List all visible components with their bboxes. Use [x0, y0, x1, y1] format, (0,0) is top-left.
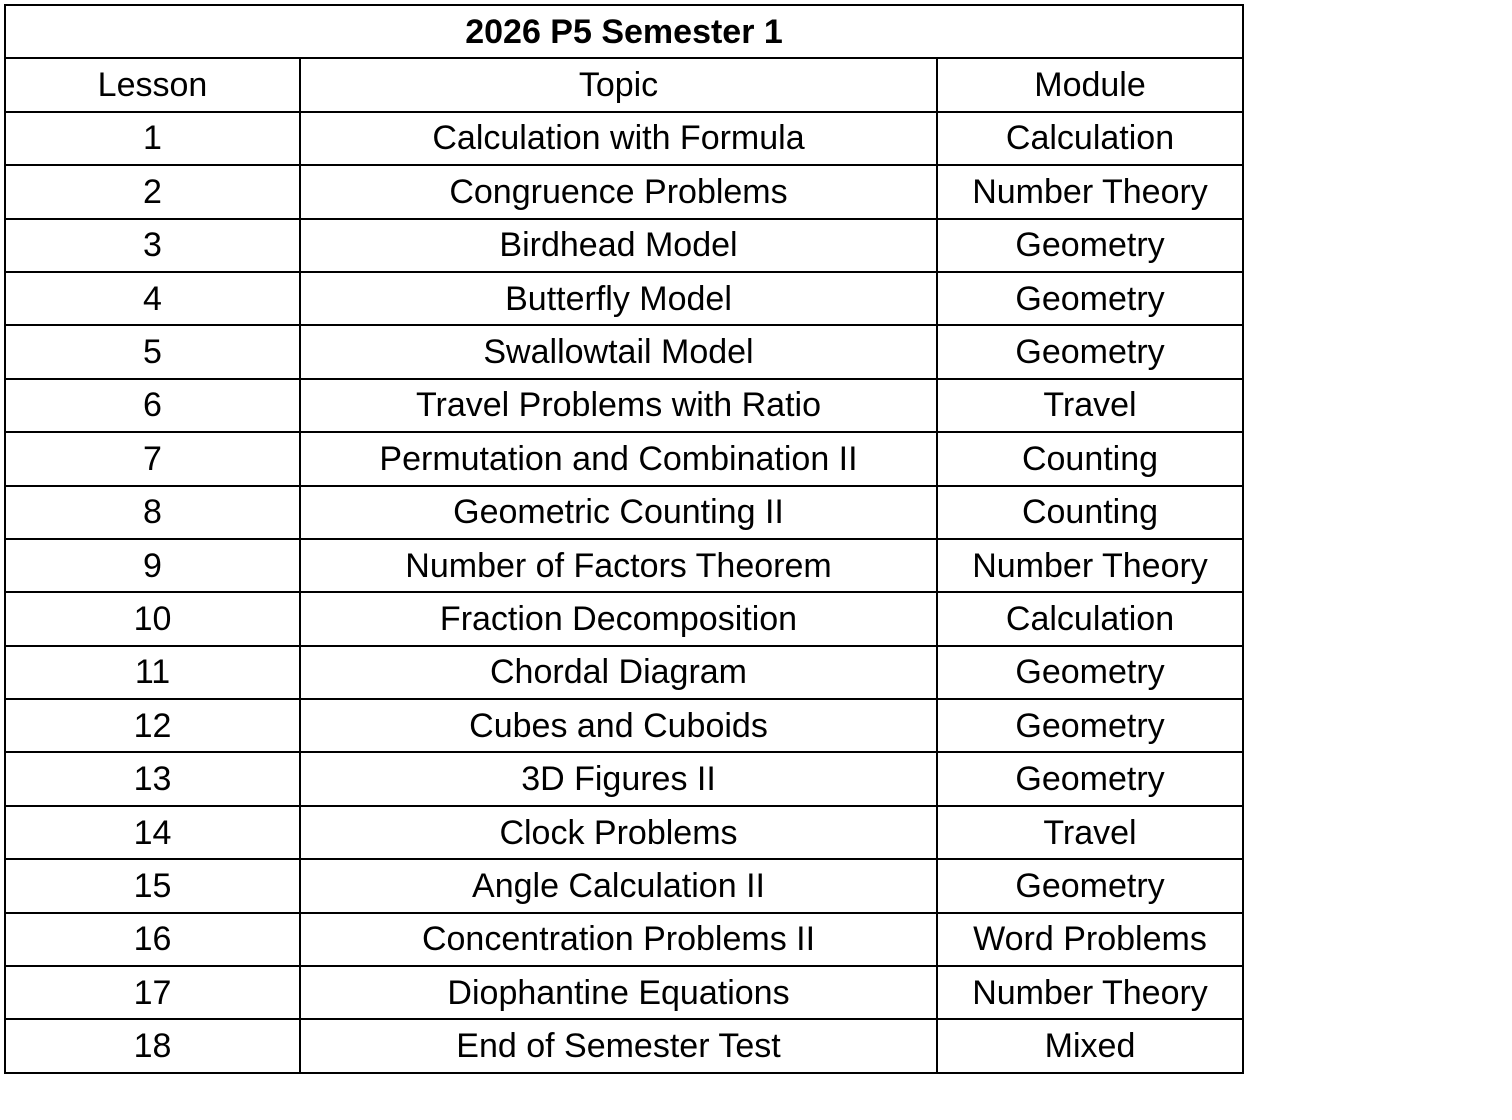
table-row [5, 913, 1243, 966]
module-cell: Geometry [937, 699, 1243, 752]
lesson-cell: 10 [5, 592, 300, 645]
table-row [5, 432, 1243, 485]
lesson-cell: 15 [5, 859, 300, 912]
table-row [5, 219, 1243, 272]
header-row [5, 58, 1243, 111]
table-title: 2026 P5 Semester 1 [5, 5, 1243, 58]
topic-cell: End of Semester Test [300, 1019, 937, 1072]
lesson-cell: 8 [5, 486, 300, 539]
table-row [5, 592, 1243, 645]
table-row [5, 379, 1243, 432]
semester-schedule-table [4, 4, 1244, 1074]
lesson-cell: 11 [5, 646, 300, 699]
lesson-cell: 2 [5, 165, 300, 218]
header-module: Module [937, 58, 1243, 111]
topic-cell: Cubes and Cuboids [300, 699, 937, 752]
module-cell: Geometry [937, 219, 1243, 272]
lesson-cell: 5 [5, 325, 300, 378]
module-cell: Number Theory [937, 966, 1243, 1019]
module-cell: Counting [937, 432, 1243, 485]
topic-cell: Concentration Problems II [300, 913, 937, 966]
lesson-cell: 16 [5, 913, 300, 966]
topic-cell: Permutation and Combination II [300, 432, 937, 485]
table-row [5, 646, 1243, 699]
topic-cell: Number of Factors Theorem [300, 539, 937, 592]
module-cell: Geometry [937, 752, 1243, 805]
topic-cell: Congruence Problems [300, 165, 937, 218]
module-cell: Calculation [937, 592, 1243, 645]
module-cell: Travel [937, 379, 1243, 432]
topic-cell: Butterfly Model [300, 272, 937, 325]
topic-cell: Fraction Decomposition [300, 592, 937, 645]
topic-cell: Swallowtail Model [300, 325, 937, 378]
table-row [5, 165, 1243, 218]
table-row [5, 806, 1243, 859]
lesson-cell: 13 [5, 752, 300, 805]
topic-cell: Angle Calculation II [300, 859, 937, 912]
table-row [5, 859, 1243, 912]
lesson-cell: 3 [5, 219, 300, 272]
module-cell: Number Theory [937, 165, 1243, 218]
module-cell: Geometry [937, 325, 1243, 378]
table-row [5, 752, 1243, 805]
module-cell: Travel [937, 806, 1243, 859]
module-cell: Counting [937, 486, 1243, 539]
table-row [5, 539, 1243, 592]
module-cell: Geometry [937, 272, 1243, 325]
topic-cell: 3D Figures II [300, 752, 937, 805]
lesson-cell: 9 [5, 539, 300, 592]
table-row [5, 699, 1243, 752]
module-cell: Word Problems [937, 913, 1243, 966]
lesson-cell: 6 [5, 379, 300, 432]
module-cell: Geometry [937, 646, 1243, 699]
topic-cell: Travel Problems with Ratio [300, 379, 937, 432]
topic-cell: Clock Problems [300, 806, 937, 859]
module-cell: Calculation [937, 112, 1243, 165]
topic-cell: Geometric Counting II [300, 486, 937, 539]
module-cell: Number Theory [937, 539, 1243, 592]
lesson-cell: 17 [5, 966, 300, 1019]
topic-cell: Calculation with Formula [300, 112, 937, 165]
table-row [5, 112, 1243, 165]
schedule-table-body [5, 5, 1243, 1073]
topic-cell: Diophantine Equations [300, 966, 937, 1019]
table-row [5, 486, 1243, 539]
module-cell: Mixed [937, 1019, 1243, 1072]
table-row [5, 1019, 1243, 1072]
table-row [5, 966, 1243, 1019]
lesson-cell: 18 [5, 1019, 300, 1072]
topic-cell: Birdhead Model [300, 219, 937, 272]
lesson-cell: 7 [5, 432, 300, 485]
header-lesson: Lesson [5, 58, 300, 111]
module-cell: Geometry [937, 859, 1243, 912]
table-row [5, 272, 1243, 325]
topic-cell: Chordal Diagram [300, 646, 937, 699]
header-topic: Topic [300, 58, 937, 111]
lesson-cell: 12 [5, 699, 300, 752]
lesson-cell: 1 [5, 112, 300, 165]
title-row [5, 5, 1243, 58]
table-row [5, 325, 1243, 378]
lesson-cell: 14 [5, 806, 300, 859]
lesson-cell: 4 [5, 272, 300, 325]
